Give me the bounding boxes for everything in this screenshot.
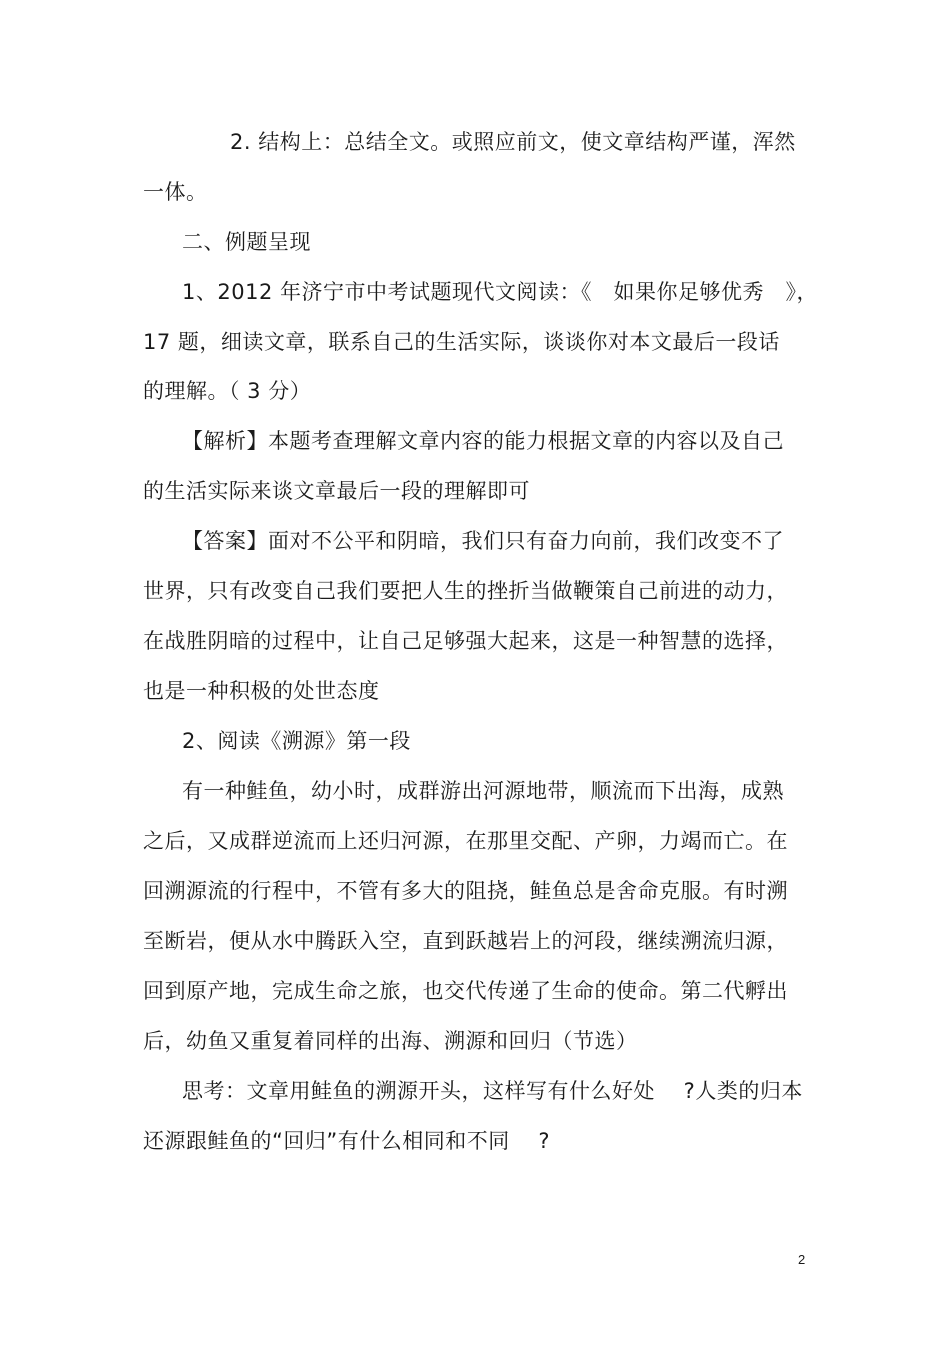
question-text: 的理解。（ 3 分） bbox=[143, 379, 312, 403]
answer-text: 也是一种积极的处世态度 bbox=[143, 679, 380, 703]
answer-text: 世界，只有改变自己我们要把人生的挫折当做鞭策自己前进的动力， bbox=[143, 579, 788, 603]
answer-text: 在战胜阴暗的过程中，让自己足够强大起来，这是一种智慧的选择， bbox=[143, 629, 788, 653]
passage-text: 有一种鲑鱼，幼小时，成群游出河源地带，顺流而下出海，成熟 bbox=[182, 779, 784, 803]
analysis-text: 的生活实际来谈文章最后一段的理解即可 bbox=[143, 479, 530, 503]
thinking-question: 还源跟鲑鱼的“回归”有什么相同和不同 ? bbox=[143, 1129, 551, 1153]
passage-text: 后，幼鱼又重复着同样的出海、溯源和回归（节选） bbox=[143, 1029, 638, 1053]
answer-text: 【答案】面对不公平和阴暗，我们只有奋力向前，我们改变不了 bbox=[182, 529, 784, 553]
passage-text: 之后，又成群逆流而上还归河源，在那里交配、产卵，力竭而亡。在 bbox=[143, 829, 788, 853]
thinking-question: 思考：文章用鲑鱼的溯源开头，这样写有什么好处 ?人类的归本 bbox=[182, 1079, 803, 1103]
question-text: 1、2012 年济宁市中考试题现代文阅读：《 如果你足够优秀 》， bbox=[182, 280, 818, 304]
section-heading: 二、例题呈现 bbox=[182, 230, 311, 254]
page-number: 2 bbox=[798, 1252, 806, 1267]
question-text: 17 题，细读文章，联系自己的生活实际，谈谈你对本文最后一段话 bbox=[143, 330, 780, 354]
question-text: 2、阅读《溯源》第一段 bbox=[182, 729, 411, 753]
analysis-text: 【解析】本题考查理解文章内容的能力根据文章的内容以及自己 bbox=[182, 429, 784, 453]
text-line: 2. 结构上：总结全文。或照应前文，使文章结构严谨，浑然 bbox=[230, 130, 796, 154]
passage-text: 回到原产地，完成生命之旅，也交代传递了生命的使命。第二代孵出 bbox=[143, 979, 788, 1003]
text-line: 一体。 bbox=[143, 180, 208, 204]
passage-text: 回溯源流的行程中，不管有多大的阻挠，鲑鱼总是舍命克服。有时溯 bbox=[143, 879, 788, 903]
passage-text: 至断岩，便从水中腾跃入空，直到跃越岩上的河段，继续溯流归源， bbox=[143, 929, 788, 953]
